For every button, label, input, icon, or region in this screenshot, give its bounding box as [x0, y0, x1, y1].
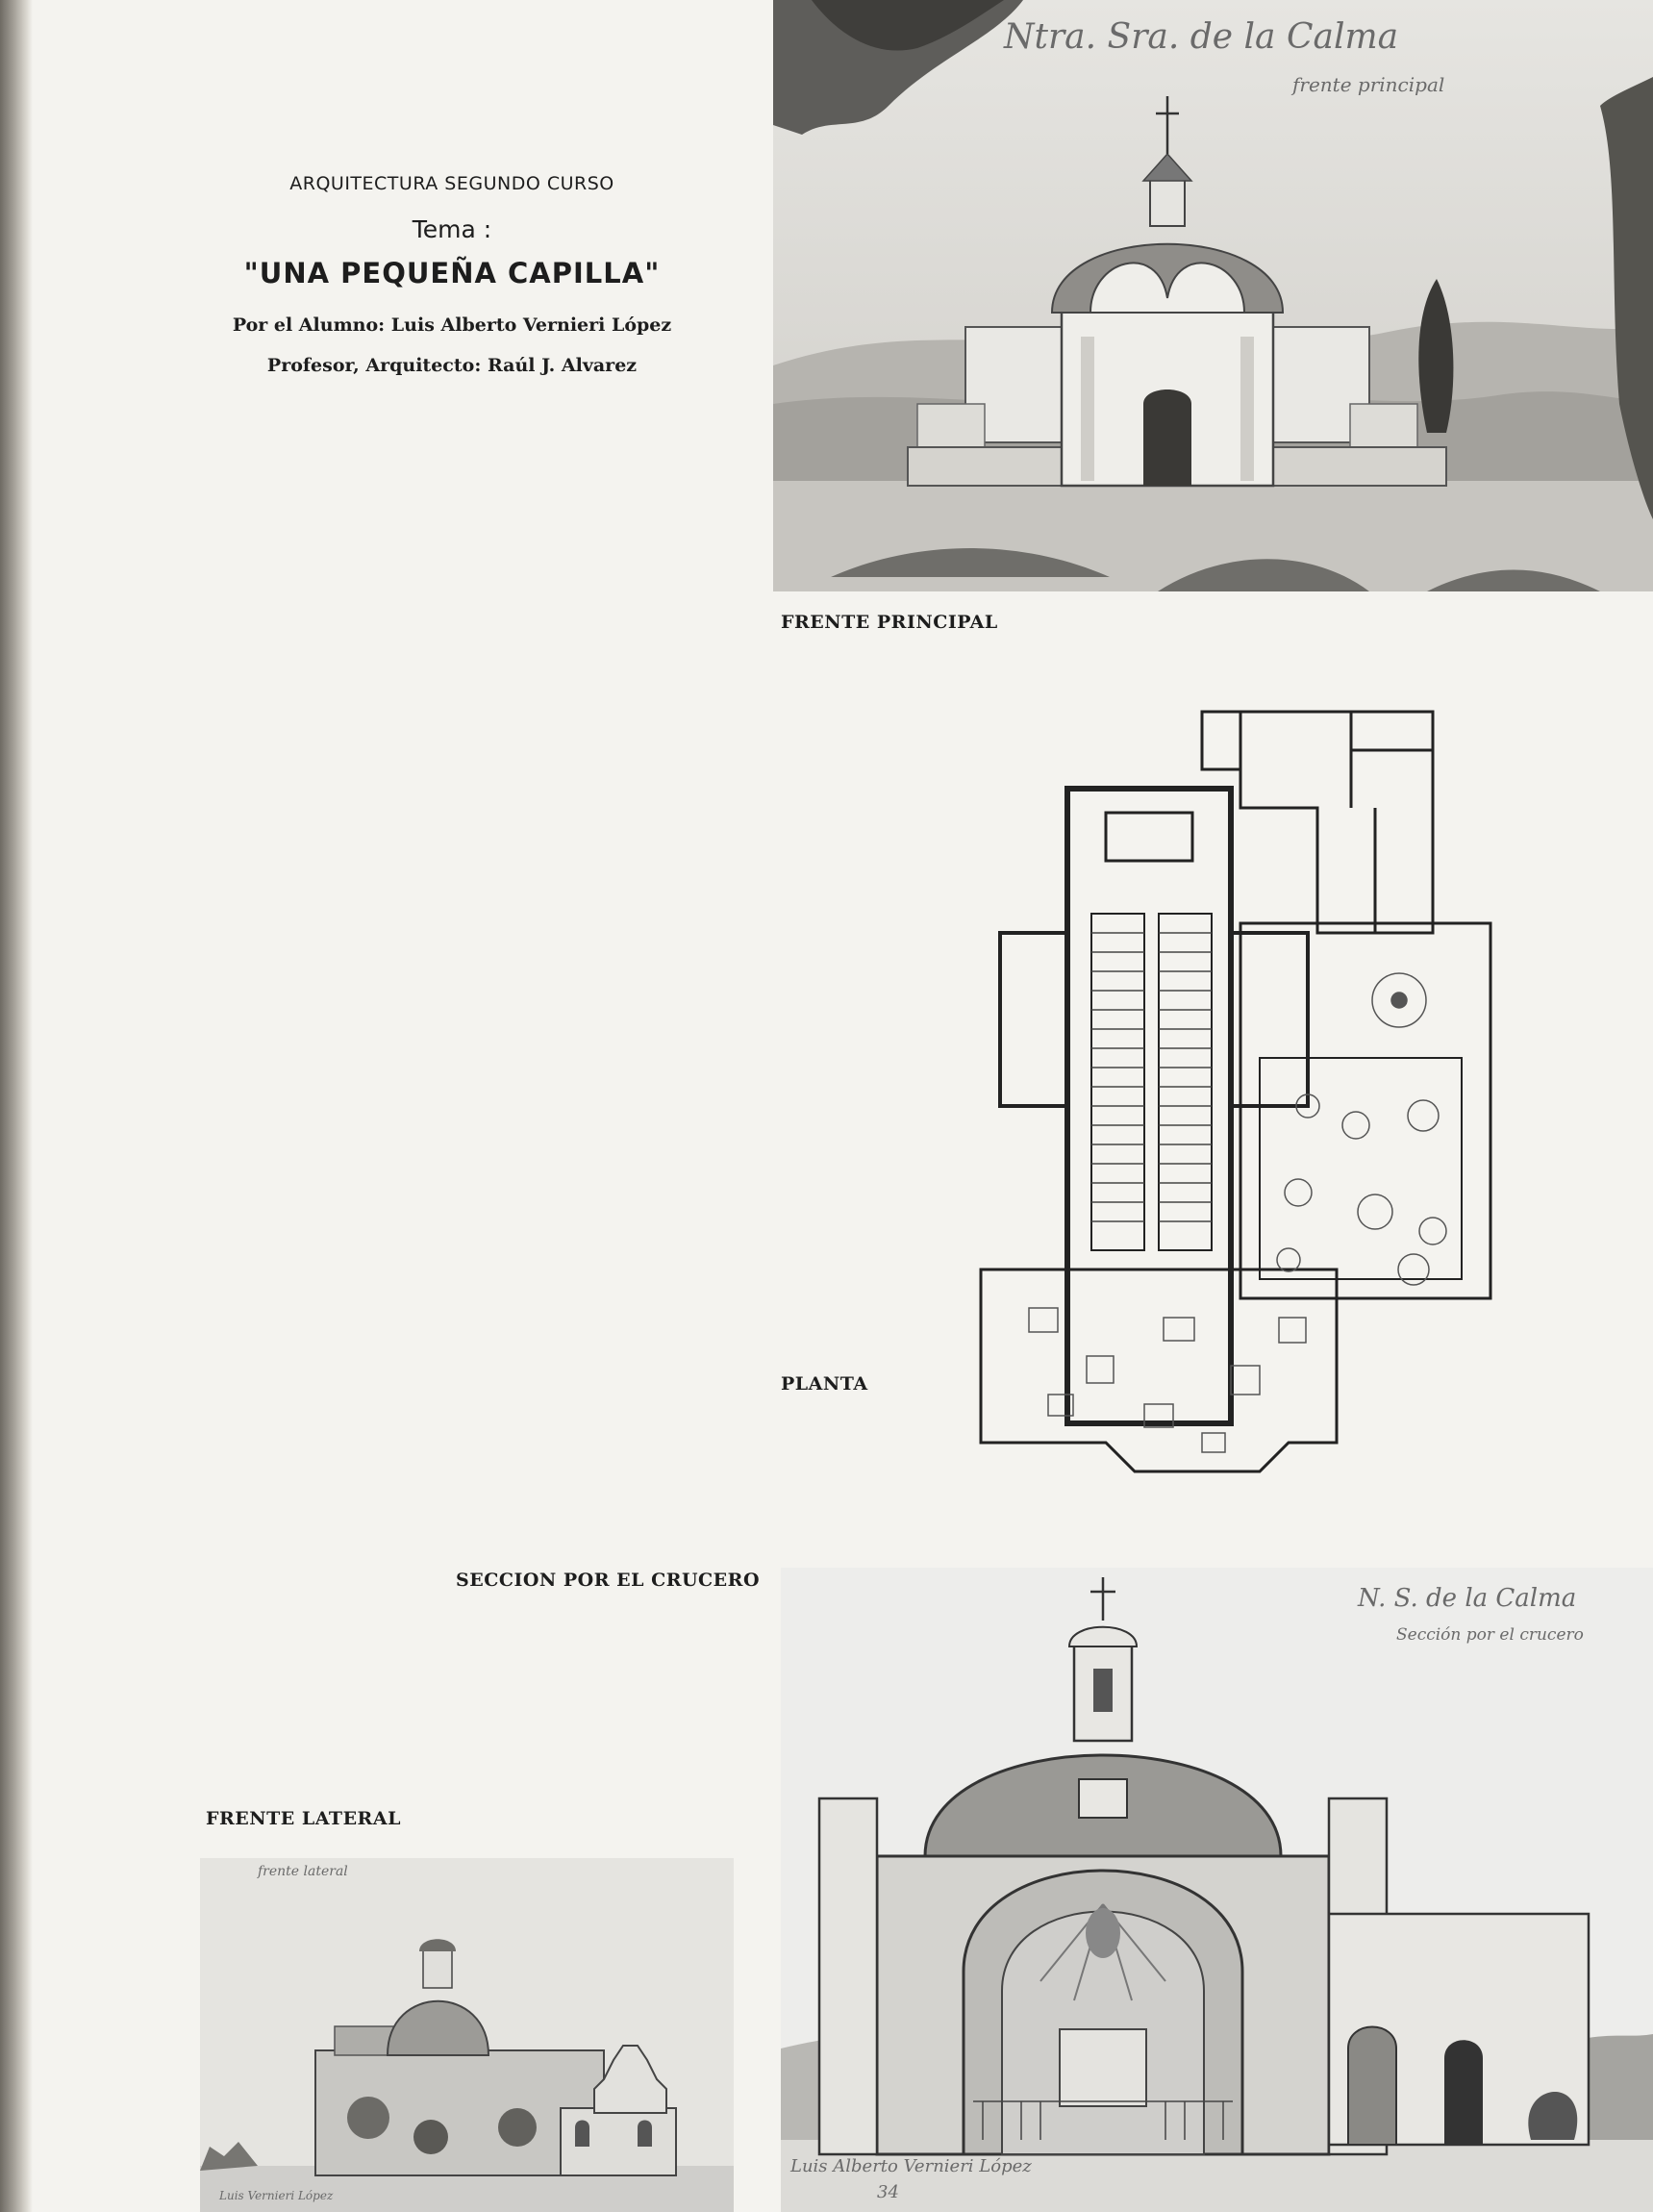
professor-credit: Profesor, Arquitecto: Raúl J. Alvarez [266, 355, 638, 376]
frente-inscription: Ntra. Sra. de la Calma [1004, 17, 1399, 57]
seccion-subinscription: Sección por el crucero [1396, 1625, 1584, 1645]
planta-floor-plan [971, 692, 1510, 1476]
course-label: ARQUITECTURA SEGUNDO CURSO [289, 173, 614, 194]
frente-lateral-drawing [200, 1858, 734, 2212]
seccion-year: 34 [877, 2182, 899, 2202]
caption-seccion: SECCION POR EL CRUCERO [456, 1570, 760, 1591]
tema-label: Tema : [412, 215, 492, 243]
project-title: "UNA PEQUEÑA CAPILLA" [243, 257, 661, 289]
caption-planta: PLANTA [781, 1373, 868, 1395]
student-credit: Por el Alumno: Luis Alberto Vernieri López [232, 314, 672, 336]
frente-principal-drawing [773, 0, 1653, 591]
seccion-inscription: N. S. de la Calma [1358, 1584, 1577, 1613]
caption-frente-principal: FRENTE PRINCIPAL [781, 612, 998, 633]
caption-frente-lateral: FRENTE LATERAL [206, 1808, 401, 1829]
book-spine-shadow [0, 0, 33, 2212]
lateral-inscription: frente lateral [258, 1864, 348, 1879]
seccion-signature: Luis Alberto Vernieri López [790, 2156, 1032, 2176]
seccion-crucero-drawing [781, 1568, 1653, 2212]
lateral-signature: Luis Vernieri López [219, 2189, 334, 2202]
frente-subinscription: frente principal [1292, 73, 1445, 96]
header-block [202, 173, 702, 395]
